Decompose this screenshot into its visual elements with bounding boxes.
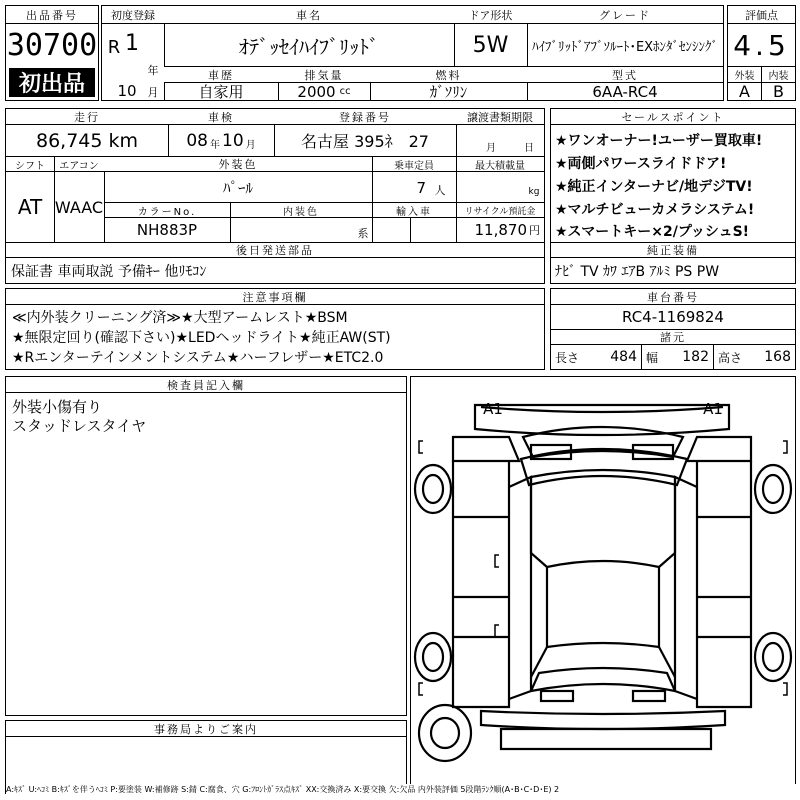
door-header: ドア形状 — [454, 6, 527, 23]
first-reg-year-unit: 年 — [147, 64, 159, 77]
capacity-unit: 人 — [434, 184, 446, 197]
main-header-table — [101, 5, 724, 101]
shift-value: AT — [17, 195, 43, 219]
width-label: 幅 — [646, 350, 659, 365]
first-reg-era: R — [107, 36, 121, 58]
score-value: 4.5 — [733, 28, 790, 62]
front-right-tire — [755, 465, 791, 513]
sales-points-header: セールスポイント — [551, 109, 795, 124]
fuel-header: 燃料 — [370, 67, 527, 82]
first-reg-year: 1 — [125, 30, 139, 56]
sales-point-4: ★マルチビューカメラシステム! — [555, 202, 755, 218]
displacement-header: 排気量 — [278, 67, 370, 82]
color-no-header: カラーNo. — [137, 206, 197, 217]
equipment-header: 純正装備 — [551, 243, 795, 257]
delivery-value: 保証書 車両取説 予備ｷｰ 他ﾘﾓｺﾝ — [11, 263, 207, 280]
import-header: 輸入車 — [396, 206, 432, 217]
grade-header: グレード — [527, 6, 723, 23]
sales-point-2: ★両側パワースライドドア! — [555, 156, 727, 172]
displacement-unit: cc — [339, 86, 351, 97]
mileage-unit: km — [108, 129, 138, 152]
model-header: 型式 — [527, 67, 723, 82]
load-unit: kg — [528, 187, 540, 197]
grade-value: ﾊｲﾌﾞﾘｯﾄﾞｱﾌﾞｿﾙｰﾄ･EXﾎﾝﾀﾞｾﾝｼﾝｸﾞ — [531, 39, 719, 55]
inspection-year-unit: 年 — [210, 140, 220, 151]
int-score-header: 内装 — [768, 71, 789, 82]
lot-header: 出品番号 — [6, 6, 98, 23]
lot-number: 30700 — [6, 27, 98, 63]
chassis-value: RC4-1169824 — [622, 308, 724, 326]
height-label: 高さ — [718, 350, 743, 365]
transfer-header: 譲渡書類期限 — [456, 109, 544, 124]
equipment-value: ﾅﾋﾞ TV ｶﾜ ｴｱB ｱﾙﾐ PS PW — [555, 263, 720, 280]
model-value: 6AA-RC4 — [592, 83, 658, 100]
car-name-header: 車名 — [164, 6, 454, 23]
car-name-value: ｵﾃﾞｯｾｲﾊｲﾌﾞﾘｯﾄﾞ — [239, 34, 379, 59]
car-diagram — [410, 376, 796, 794]
length-value: 484 — [610, 349, 637, 365]
legend-text: A:ｷｽﾞ U:ﾍｺﾐ B:ｷｽﾞを伴うﾍｺﾐ P:要塗装 W:補修跡 S:錆 C:腐食、穴 G:ﾌﾛﾝﾄｶﾞﾗｽ点ｷｽﾞ XX:交換済み X:要交換 欠:欠品 内外装評価 5段階ﾗﾝｸ順(A･B･C･D･E) 2 — [6, 784, 796, 795]
ext-color-header: 外装色 — [104, 157, 372, 171]
displacement-value — [278, 83, 370, 100]
roof-outline — [531, 470, 675, 567]
sales-point-3: ★純正インターナビ/地デジTV! — [555, 179, 753, 195]
score-section — [727, 5, 796, 101]
color-no-value: NH883P — [136, 221, 198, 239]
recycle-header: リサイクル預託金 — [464, 206, 536, 217]
door-value: 5W — [472, 32, 509, 58]
plate-value: 名古屋 395ﾈ 27 — [301, 132, 429, 151]
sales-point-5: ★スマートキー×2/プッシュS! — [555, 224, 750, 240]
front-left-tire — [415, 465, 451, 513]
office-section — [5, 720, 407, 794]
mileage-value — [6, 125, 168, 156]
fuel-value: ｶﾞｿﾘﾝ — [429, 83, 468, 100]
inspection-month-unit: 月 — [245, 140, 256, 151]
dims-width — [642, 345, 713, 369]
history-header: 車歴 — [164, 67, 278, 82]
caution-line-2: ★無限定回り(確認下さい)★LEDヘッドライト★純正AW(ST) — [12, 330, 391, 346]
height-value: 168 — [764, 349, 791, 365]
capacity-value: 7 — [416, 179, 426, 197]
recycle-unit: 円 — [529, 224, 540, 237]
chassis-header: 車台番号 — [551, 289, 795, 304]
office-header: 事務局よりご案内 — [6, 721, 406, 736]
int-color-header: 内装色 — [283, 206, 319, 217]
score-header: 評価点 — [728, 6, 795, 23]
front-right-damage-mark: A1 — [703, 400, 723, 418]
spare-tire — [419, 705, 471, 761]
front-left-damage-mark: A1 — [483, 400, 503, 418]
inspector-line-2: スタッドレスタイヤ — [12, 417, 147, 435]
inspector-line-1: 外装小傷有り — [12, 398, 103, 416]
chassis-section — [550, 288, 796, 370]
first-reg-month-unit: 月 — [147, 86, 159, 99]
lot-section — [5, 5, 99, 101]
inspector-header: 検査員記入欄 — [6, 377, 406, 392]
length-label: 長さ — [555, 350, 580, 365]
inspection-month: 10 — [222, 130, 244, 151]
ext-score: A — [739, 83, 750, 100]
inspection-value — [168, 125, 274, 156]
mileage-number: 86,745 — [36, 129, 103, 152]
rear-right-tire — [755, 633, 791, 681]
caution-line-3: ★Rエンターテインメントシステム★ハーフレザー★ETC2.0 — [12, 350, 384, 366]
capacity-header: 乗車定員 — [394, 160, 434, 171]
rear-bumper-outline — [481, 711, 725, 729]
width-value: 182 — [682, 349, 709, 365]
dims-length — [551, 345, 641, 369]
caution-line-1: ≪内外装クリーニング済≫★大型アームレスト★BSM — [12, 310, 348, 326]
caution-section — [5, 288, 545, 370]
history-value: 自家用 — [198, 83, 244, 100]
ext-score-header: 外装 — [734, 71, 755, 82]
first-listing-badge: 初出品 — [9, 68, 95, 97]
sales-point-1: ★ワンオーナー!ユーザー買取車! — [555, 133, 763, 149]
recycle-number: 11,870 — [474, 221, 527, 239]
sales-points-section — [550, 108, 796, 284]
dims-header: 諸元 — [551, 330, 795, 344]
spec-table — [5, 108, 545, 284]
delivery-header: 後日発送部品 — [6, 243, 544, 257]
inspector-section — [5, 376, 407, 716]
int-color-unit: 系 — [357, 227, 369, 240]
load-header: 最大積載量 — [475, 160, 525, 171]
mileage-header: 走行 — [6, 109, 168, 124]
recycle-value — [456, 218, 544, 242]
dims-height — [714, 345, 795, 369]
inspection-year: 08 — [186, 130, 208, 151]
int-score: B — [773, 83, 784, 100]
transfer-day-unit: 日 — [524, 142, 534, 153]
first-reg-month: 10 — [117, 82, 137, 100]
displacement-number: 2000 — [297, 83, 336, 100]
caution-header: 注意事項欄 — [6, 289, 544, 304]
inspection-header: 車検 — [168, 109, 274, 124]
plate-header: 登録番号 — [274, 109, 456, 124]
ac-header: エアコン — [59, 160, 99, 171]
rear-left-tire — [415, 633, 451, 681]
car-diagram-svg — [411, 377, 795, 793]
transfer-month-unit: 月 — [486, 142, 496, 153]
first-reg-header: 初度登録 — [102, 6, 164, 23]
ext-color-value: ﾊﾟｰﾙ — [222, 178, 253, 197]
shift-header: シフト — [15, 160, 45, 171]
body-outline — [453, 461, 509, 707]
ac-value: WAAC — [54, 197, 104, 217]
